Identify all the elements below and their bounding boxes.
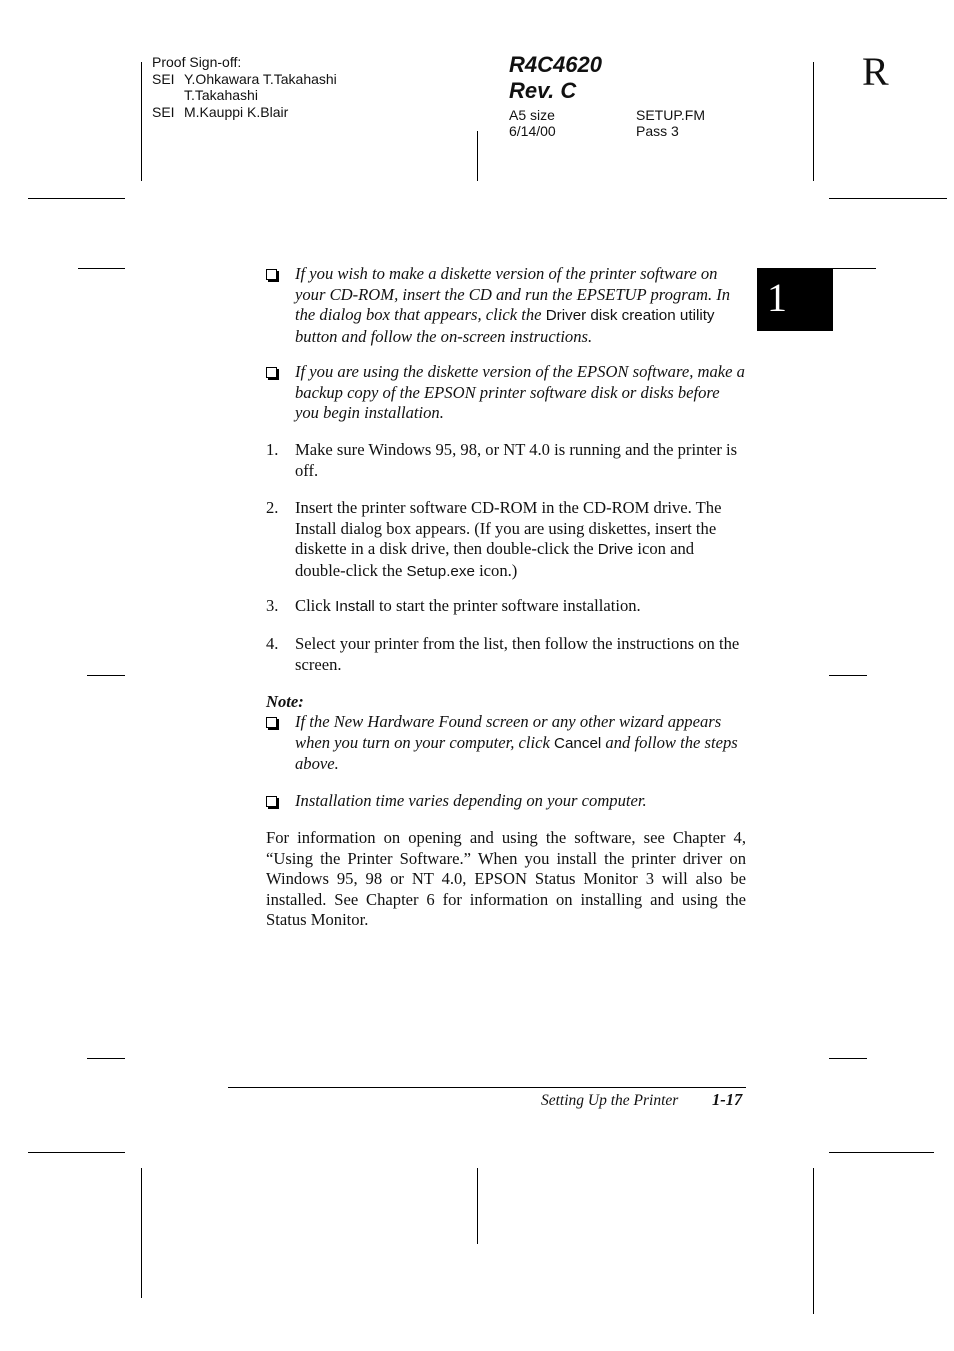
checkbox-bullet-icon — [266, 712, 294, 734]
document-revision: Rev. C — [509, 78, 577, 103]
ui-label: Driver disk creation utility — [545, 307, 715, 324]
note-bullet-text — [295, 791, 746, 812]
footer-section-title: Setting Up the Printer — [541, 1092, 679, 1109]
step-text — [295, 596, 746, 618]
step-text — [295, 498, 746, 582]
bullet-item — [266, 362, 746, 424]
text-run: icon and double-click the — [295, 539, 695, 580]
signoff-names: T.Takahashi — [184, 87, 258, 103]
bullet-text — [295, 362, 746, 424]
step-item — [266, 498, 746, 582]
crop-mark — [829, 268, 876, 269]
proof-signoff-label: Proof Sign-off: — [152, 54, 242, 70]
source-file: SETUP.FM — [636, 107, 705, 123]
crop-mark — [141, 1168, 142, 1298]
closing-paragraph: For information on opening and using the software, see Chapter 4, “Using the Printer Software.” When you install the printer driver on Windows 95, 98 or NT 4.0, EPSON Status Monitor 3 will also be installed. See Chapter 6 for information on installing and using the Status Monitor. — [266, 828, 746, 929]
ui-label: Cancel — [554, 734, 602, 752]
crop-mark — [87, 1058, 125, 1059]
ui-label: Setup.exe — [406, 562, 475, 580]
step-number: 4. — [266, 634, 279, 653]
crop-mark — [28, 1152, 125, 1153]
crop-mark — [78, 268, 125, 269]
text-run: Click — [295, 596, 336, 615]
signoff-org: SEI — [152, 71, 175, 87]
signoff-org: SEI — [152, 104, 175, 120]
crop-mark — [813, 62, 814, 181]
crop-mark — [477, 1168, 478, 1244]
ui-label: Drive — [597, 541, 634, 558]
signoff-names: M.Kauppi K.Blair — [184, 104, 289, 120]
step-item — [266, 634, 746, 675]
crop-mark — [477, 131, 478, 181]
paper-size: A5 size — [509, 107, 555, 123]
chapter-tab — [757, 268, 833, 331]
note-bullet-text — [295, 712, 746, 775]
text-run: to start the printer software installation. — [374, 596, 641, 615]
footer-rule — [228, 1087, 746, 1088]
step-number: 3. — [266, 596, 279, 615]
note-bullet-item — [266, 712, 746, 775]
text-run: If you are using the diskette version of the EPSON software, make a backup copy of the EPSON printer software disk or disks before you begin installation. — [295, 362, 745, 422]
bullet-text — [295, 264, 746, 347]
checkbox-bullet-icon — [266, 264, 294, 286]
note-bullet-item — [266, 791, 746, 812]
text-run: and follow the steps above. — [295, 732, 738, 773]
step-item — [266, 596, 746, 618]
crop-mark — [28, 198, 125, 199]
crop-mark — [829, 675, 867, 676]
text-run: button and follow the on-screen instructions. — [295, 326, 593, 346]
crop-mark — [829, 1152, 934, 1153]
text-run: Make sure Windows 95, 98, or NT 4.0 is running and the printer is off. — [295, 440, 738, 480]
crop-mark — [141, 62, 142, 181]
corner-letter: R — [862, 49, 889, 94]
step-text — [295, 440, 746, 481]
text-run: If you wish to make a diskette version of the printer software on your CD-ROM, insert the CD and run the EPSETUP program. In the dialog box that appears, click the — [295, 264, 731, 324]
step-text — [295, 634, 746, 675]
crop-mark — [829, 198, 947, 199]
step-number: 1. — [266, 440, 279, 459]
text-run: Select your printer from the list, then follow the instructions on the screen. — [295, 634, 740, 674]
document-code: R4C4620 — [509, 52, 602, 77]
pass-number: Pass 3 — [636, 123, 679, 139]
chapter-number: 1 — [767, 275, 787, 320]
text-run: Installation time varies depending on your computer. — [295, 791, 647, 810]
ui-label: Install — [335, 598, 375, 615]
bullet-item — [266, 264, 746, 347]
revision-date: 6/14/00 — [509, 123, 556, 139]
crop-mark — [813, 1168, 814, 1314]
step-number: 2. — [266, 498, 279, 517]
checkbox-bullet-icon — [266, 362, 294, 384]
step-item — [266, 440, 746, 481]
note-label: Note: — [266, 692, 304, 711]
checkbox-bullet-icon — [266, 791, 294, 813]
text-run: Insert the printer software CD-ROM in the CD-ROM drive. The Install dialog box appears. (If you are using diskettes, insert the diskette in a disk drive, then double-click the — [295, 498, 722, 558]
page-number: 1-17 — [712, 1090, 743, 1109]
text-run: If the New Hardware Found screen or any other wizard appears when you turn on your computer, click — [295, 712, 722, 752]
signoff-names: Y.Ohkawara T.Takahashi — [184, 71, 337, 87]
crop-mark — [829, 1058, 867, 1059]
crop-mark — [87, 675, 125, 676]
text-run: icon.) — [474, 560, 518, 580]
